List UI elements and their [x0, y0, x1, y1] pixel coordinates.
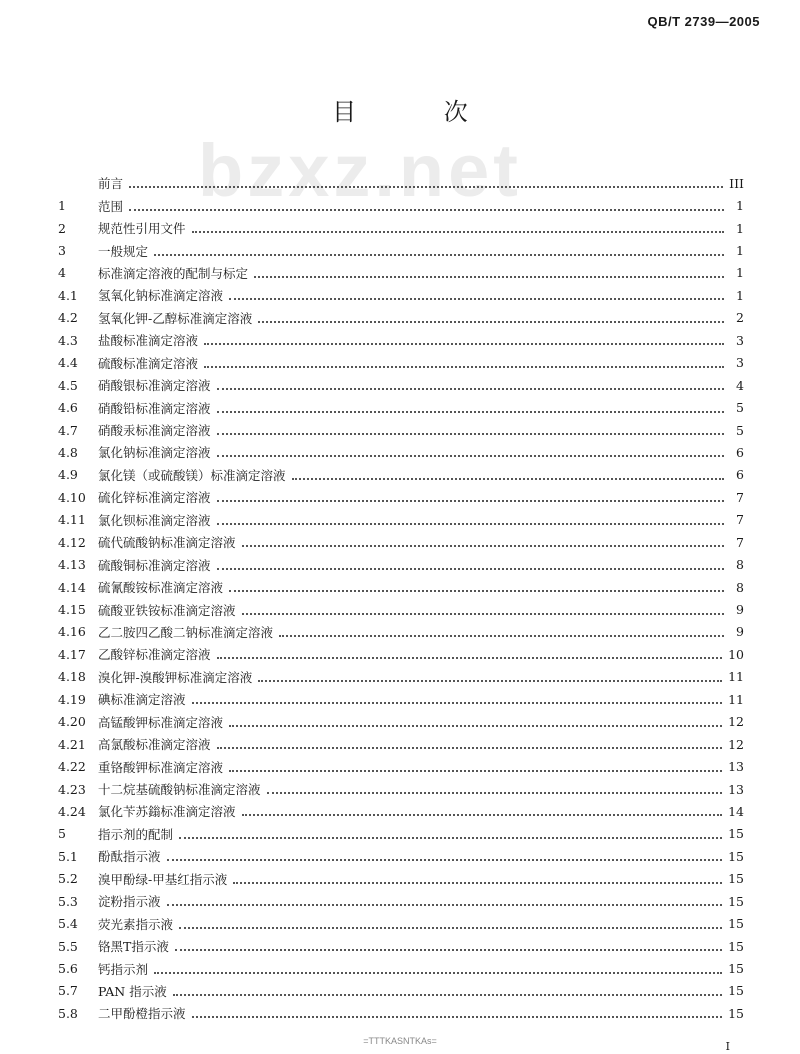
toc-entry[interactable] [58, 352, 744, 374]
toc-entry-number: 4.13 [58, 557, 86, 573]
toc-entry-page: 9 [736, 602, 744, 618]
toc-entry[interactable] [58, 912, 744, 934]
toc-entry[interactable] [58, 666, 744, 688]
toc-entry-page: 8 [736, 579, 744, 595]
toc-entry-number: 4.18 [58, 669, 86, 685]
toc-entry-label: 碘标准滴定溶液 [98, 692, 186, 708]
table-of-contents [58, 172, 744, 1025]
dot-leader [154, 972, 722, 974]
toc-entry-number: 5.4 [58, 916, 78, 932]
toc-entry-label: 硫酸标准滴定溶液 [98, 355, 199, 371]
title-text: 目 次 [332, 98, 508, 126]
toc-entry[interactable] [58, 598, 744, 620]
toc-entry-number: 5.7 [58, 983, 78, 999]
toc-entry-number: 4.4 [58, 355, 78, 371]
dot-leader [242, 545, 724, 547]
toc-entry-number: 4.2 [58, 310, 78, 326]
dot-leader [233, 882, 722, 884]
toc-entry-label: 二甲酚橙指示液 [98, 1006, 186, 1022]
toc-entry-label: 氯化苄苏鎓标准滴定溶液 [98, 804, 236, 820]
toc-entry-page: 1 [736, 243, 744, 259]
dot-leader [129, 209, 724, 211]
toc-entry[interactable] [58, 935, 744, 957]
dot-leader [167, 859, 723, 861]
toc-entry-page: 15 [728, 871, 744, 887]
toc-entry-page: 15 [728, 916, 744, 932]
toc-entry-label: 乙二胺四乙酸二钠标准滴定溶液 [98, 624, 274, 640]
toc-entry-label: 标准滴定溶液的配制与标定 [98, 265, 249, 281]
toc-entry-label: 前言 [98, 176, 124, 192]
toc-entry-page: 7 [736, 534, 744, 550]
dot-leader [292, 478, 724, 480]
toc-entry[interactable] [58, 262, 744, 284]
toc-entry-page: 15 [728, 848, 744, 864]
toc-entry[interactable] [58, 441, 744, 463]
toc-entry-number: 4.7 [58, 422, 78, 438]
page-number: I [725, 1040, 730, 1053]
toc-entry-label: 高氯酸标准滴定溶液 [98, 737, 211, 753]
toc-entry-label: 乙酸锌标准滴定溶液 [98, 647, 211, 663]
toc-entry[interactable] [58, 733, 744, 755]
toc-entry[interactable] [58, 688, 744, 710]
toc-entry[interactable] [58, 329, 744, 351]
toc-entry-number: 4.8 [58, 444, 78, 460]
dot-leader [217, 388, 724, 390]
toc-entry[interactable] [58, 486, 744, 508]
toc-entry-page: 6 [736, 444, 744, 460]
toc-entry-number: 5.2 [58, 871, 78, 887]
toc-entry-label: 硫代硫酸钠标准滴定溶液 [98, 535, 236, 551]
toc-entry[interactable] [58, 396, 744, 418]
toc-entry-page: III [729, 175, 744, 191]
toc-entry-label: 溴化钾-溴酸钾标准滴定溶液 [98, 669, 253, 685]
toc-entry-label: 铬黑T指示液 [98, 939, 169, 955]
toc-entry-page: 12 [728, 736, 744, 752]
toc-entry-page: 15 [728, 893, 744, 909]
toc-entry-number: 5.3 [58, 893, 78, 909]
dot-leader [229, 298, 724, 300]
toc-entry[interactable] [58, 980, 744, 1002]
toc-entry[interactable] [58, 217, 744, 239]
toc-entry[interactable] [58, 890, 744, 912]
toc-entry[interactable] [58, 1002, 744, 1024]
dot-leader [217, 500, 724, 502]
toc-entry-page: 10 [728, 646, 744, 662]
toc-entry-label: 钙指示剂 [98, 961, 149, 977]
toc-entry-label: 酚酞指示液 [98, 849, 161, 865]
dot-leader [167, 904, 723, 906]
dot-leader [217, 411, 724, 413]
toc-entry-label: 指示剂的配制 [98, 826, 174, 842]
toc-entry-label: 荧光素指示液 [98, 916, 174, 932]
dot-leader [217, 747, 723, 749]
toc-entry-page: 7 [736, 489, 744, 505]
toc-entry-number: 4.21 [58, 736, 86, 752]
toc-entry-number: 4.17 [58, 646, 86, 662]
toc-entry-page: 15 [728, 961, 744, 977]
toc-entry-page: 1 [736, 287, 744, 303]
toc-entry[interactable] [58, 778, 744, 800]
dot-leader [192, 1016, 723, 1018]
toc-entry-number: 1 [58, 198, 66, 214]
toc-entry-page: 11 [728, 669, 744, 685]
dot-leader [192, 231, 724, 233]
toc-entry[interactable] [58, 643, 744, 665]
toc-entry-number: 4.6 [58, 400, 78, 416]
toc-entry-page: 14 [728, 803, 744, 819]
toc-entry-number: 3 [58, 243, 66, 259]
toc-entry-label: 氯化钡标准滴定溶液 [98, 512, 211, 528]
toc-entry-page: 1 [736, 220, 744, 236]
toc-entry-label: 溴甲酚绿-甲基红指示液 [98, 871, 228, 887]
toc-entry[interactable] [58, 957, 744, 979]
toc-entry[interactable] [58, 711, 744, 733]
toc-entry-number: 4.1 [58, 287, 78, 303]
toc-entry-page: 12 [728, 714, 744, 730]
toc-entry-label: 一般规定 [98, 243, 149, 259]
dot-leader [179, 927, 722, 929]
toc-entry-number: 2 [58, 220, 66, 236]
dot-leader [279, 635, 724, 637]
toc-entry-label: 硫酸铜标准滴定溶液 [98, 557, 211, 573]
toc-entry[interactable] [58, 576, 744, 598]
dot-leader [242, 613, 724, 615]
dot-leader [217, 523, 724, 525]
toc-entry-number: 4.10 [58, 489, 86, 505]
toc-entry-number: 4.15 [58, 602, 86, 618]
toc-entry-page: 13 [728, 759, 744, 775]
toc-entry-label: 硫酸亚铁铵标准滴定溶液 [98, 602, 236, 618]
toc-entry-label: 氢氧化钠标准滴定溶液 [98, 288, 224, 304]
toc-entry[interactable] [58, 464, 744, 486]
toc-entry[interactable] [58, 553, 744, 575]
toc-entry-label: 硫化锌标准滴定溶液 [98, 490, 211, 506]
dot-leader [204, 366, 724, 368]
toc-entry-label: 盐酸标准滴定溶液 [98, 333, 199, 349]
toc-entry-page: 7 [736, 512, 744, 528]
dot-leader [258, 680, 722, 682]
toc-entry[interactable] [58, 419, 744, 441]
toc-entry-label: 氯化镁（或硫酸镁）标准滴定溶液 [98, 467, 286, 483]
dot-leader [258, 321, 724, 323]
dot-leader [173, 994, 722, 996]
toc-entry[interactable] [58, 823, 744, 845]
toc-entry-page: 13 [728, 781, 744, 797]
toc-entry[interactable] [58, 239, 744, 261]
toc-entry-label: 硫氰酸铵标准滴定溶液 [98, 580, 224, 596]
dot-leader [217, 568, 724, 570]
toc-entry-label: 规范性引用文件 [98, 221, 186, 237]
toc-entry-label: 重铬酸钾标准滴定溶液 [98, 759, 224, 775]
toc-entry-page: 4 [736, 377, 744, 393]
dot-leader [179, 837, 722, 839]
toc-entry-label: 十二烷基硫酸钠标准滴定溶液 [98, 782, 261, 798]
toc-entry-label: 氯化钠标准滴定溶液 [98, 445, 211, 461]
toc-entry[interactable] [58, 845, 744, 867]
toc-entry-label: 淀粉指示液 [98, 894, 161, 910]
toc-entry-page: 5 [736, 422, 744, 438]
toc-entry-number: 5 [58, 826, 66, 842]
toc-entry[interactable] [58, 531, 744, 553]
toc-entry-page: 2 [736, 310, 744, 326]
dot-leader [229, 770, 722, 772]
toc-entry-number: 4.9 [58, 467, 78, 483]
toc-entry-number: 4 [58, 265, 66, 281]
toc-entry-page: 15 [728, 826, 744, 842]
toc-entry[interactable] [58, 509, 744, 531]
toc-entry-label: 范围 [98, 198, 124, 214]
dot-leader [242, 814, 723, 816]
footer-code: =TTTKASNTKAs= [363, 1036, 437, 1046]
dot-leader [217, 433, 724, 435]
toc-entry[interactable] [58, 307, 744, 329]
dot-leader [267, 792, 723, 794]
toc-entry-number: 4.5 [58, 377, 78, 393]
toc-entry-page: 1 [736, 198, 744, 214]
toc-entry-number: 5.8 [58, 1005, 78, 1021]
toc-entry[interactable] [58, 800, 744, 822]
dot-leader [229, 590, 724, 592]
toc-entry[interactable] [58, 194, 744, 216]
toc-entry-label: 硝酸汞标准滴定溶液 [98, 423, 211, 439]
dot-leader [254, 276, 724, 278]
toc-entry-page: 15 [728, 1005, 744, 1021]
toc-entry-number: 4.11 [58, 512, 86, 528]
toc-entry[interactable] [58, 172, 744, 194]
toc-entry-page: 15 [728, 938, 744, 954]
toc-entry-number: 4.24 [58, 803, 86, 819]
toc-entry-page: 6 [736, 467, 744, 483]
dot-leader [229, 725, 722, 727]
toc-entry-number: 4.19 [58, 691, 86, 707]
toc-entry-page: 1 [736, 265, 744, 281]
toc-entry-page: 3 [736, 332, 744, 348]
dot-leader [175, 949, 722, 951]
dot-leader [192, 702, 723, 704]
toc-entry[interactable] [58, 621, 744, 643]
toc-entry-label: 氢氧化钾-乙醇标准滴定溶液 [98, 310, 253, 326]
toc-entry-number: 4.12 [58, 534, 86, 550]
toc-entry-page: 5 [736, 400, 744, 416]
dot-leader [154, 254, 724, 256]
toc-entry-page: 15 [728, 983, 744, 999]
toc-entry-page: 8 [736, 557, 744, 573]
toc-entry[interactable] [58, 755, 744, 777]
toc-entry-number: 4.3 [58, 332, 78, 348]
toc-entry-page: 9 [736, 624, 744, 640]
dot-leader [217, 455, 724, 457]
toc-entry[interactable] [58, 374, 744, 396]
toc-entry-number: 5.1 [58, 848, 78, 864]
toc-entry-number: 5.6 [58, 961, 78, 977]
toc-entry-number: 5.5 [58, 938, 78, 954]
dot-leader [129, 186, 723, 188]
toc-entry[interactable] [58, 868, 744, 890]
toc-entry-label: PAN 指示液 [98, 983, 167, 999]
toc-entry[interactable] [58, 284, 744, 306]
page-title [0, 92, 800, 127]
toc-entry-label: 高锰酸钾标准滴定溶液 [98, 714, 224, 730]
dot-leader [217, 657, 723, 659]
standard-code: QB/T 2739—2005 [647, 14, 760, 29]
dot-leader [204, 343, 724, 345]
toc-entry-number: 4.22 [58, 759, 86, 775]
watermark: bzxz.net [198, 129, 522, 212]
toc-entry-number: 4.16 [58, 624, 86, 640]
toc-entry-label: 硝酸铅标准滴定溶液 [98, 400, 211, 416]
toc-entry-page: 11 [728, 691, 744, 707]
toc-entry-number: 4.23 [58, 781, 86, 797]
toc-entry-page: 3 [736, 355, 744, 371]
toc-entry-number: 4.20 [58, 714, 86, 730]
toc-entry-label: 硝酸银标准滴定溶液 [98, 378, 211, 394]
toc-entry-number: 4.14 [58, 579, 86, 595]
